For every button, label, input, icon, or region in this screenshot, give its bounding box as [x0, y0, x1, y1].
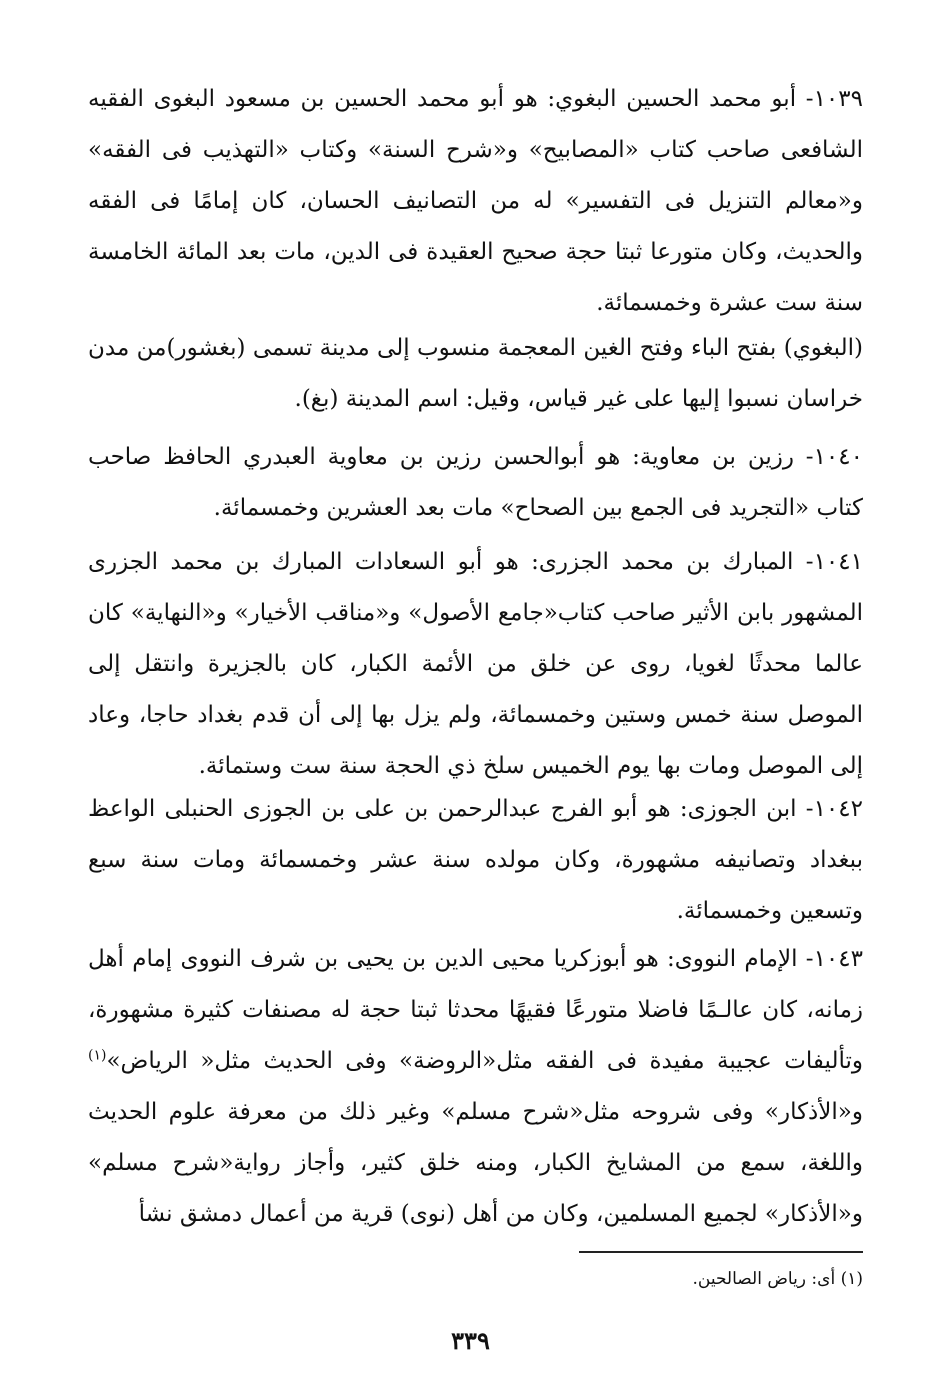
footnote-divider [579, 1251, 863, 1253]
entry-1043-text-end: و«الأذكار» وفى شروحه مثل«شرح مسلم» وغير ذلك من معرفة علوم الحديث واللغة، سمع من المشايخ الكبار، ومنه خلق كثير، وأجاز رواية«شرح مسلم» و«الأذكار» لجميع المسلمين، وكان من أهل (نوى) قرية من أعمال دمشق نشأ [88, 1099, 863, 1227]
entry-1042: ١٠٤٢- ابن الجوزى: هو أبو الفرج عبدالرحمن بن على بن الجوزى الحنبلى الواعظ ببغداد وتصانيفه مشهورة، وكان مولده سنة عشر وخمسمائة ومات سنة سبع وتسعين وخمسمائة. [88, 796, 863, 924]
entry-1039-note: (البغوي) بفتح الباء وفتح الغين المعجمة منسوب إلى مدينة تسمى (بغشور)من مدن خراسان نسبوا إليها على غير قياس، وقيل: اسم المدينة (بغ). [88, 335, 863, 412]
footnote: (١) أى: رياض الصالحين. [692, 1269, 863, 1289]
entry-1043-text-start: ١٠٤٣- الإمام النووى: هو أبوزكريا محيى الدين بن يحيى بن شرف النووى إمام أهل زمانه، كان عالـمًا فاضلا متورعًا فقيهًا محدثا ثبتا حجة له مصنفات كثيرة مشهورة، وتأليفات عجيبة مفيدة فى الفقه مثل«الروضة» وفى الحديث مثل« الرياض» [88, 946, 863, 1074]
footnote-reference[interactable]: (١) [88, 1047, 107, 1064]
entry-1040: ١٠٤٠- رزين بن معاوية: هو أبوالحسن رزين بن معاوية العبدري الحافظ صاحب كتاب «التجريد فى الجمع بين الصحاح» مات بعد العشرين وخمسمائة. [88, 444, 863, 521]
entry-1041: ١٠٤١- المبارك بن محمد الجزرى: هو أبو السعادات المبارك بن محمد الجزرى المشهور بابن الأثير صاحب كتاب«جامع الأصول» و«مناقب الأخيار» و«النهاية» كان عالما محدثًا لغويا، روى عن خلق من الأئمة الكبار، كان بالجزيرة وانتقل إلى الموصل سنة خمس وستين وخمسمائة، ولم يزل بها إلى أن قدم بغداد حاجا، وعاد إلى الموصل ومات بها يوم الخميس سلخ ذي الحجة سنة ست وستمائة. [88, 549, 863, 779]
page-number: ٣٣٩ [451, 1326, 490, 1355]
entry-1043 [88, 934, 863, 1240]
entry-1039: ١٠٣٩- أبو محمد الحسين البغوي: هو أبو محمد الحسين بن مسعود البغوى الفقيه الشافعى صاحب كتاب «المصابيح» و«شرح السنة» وكتاب «التهذيب فى الفقه» و«معالم التنزيل فى التفسير» له من التصانيف الحسان، كان إمامًا فى الفقه والحديث، وكان متورعا ثبتا حجة صحيح العقيدة فى الدين، مات بعد المائة الخامسة سنة ست عشرة وخمسمائة. [88, 86, 863, 316]
